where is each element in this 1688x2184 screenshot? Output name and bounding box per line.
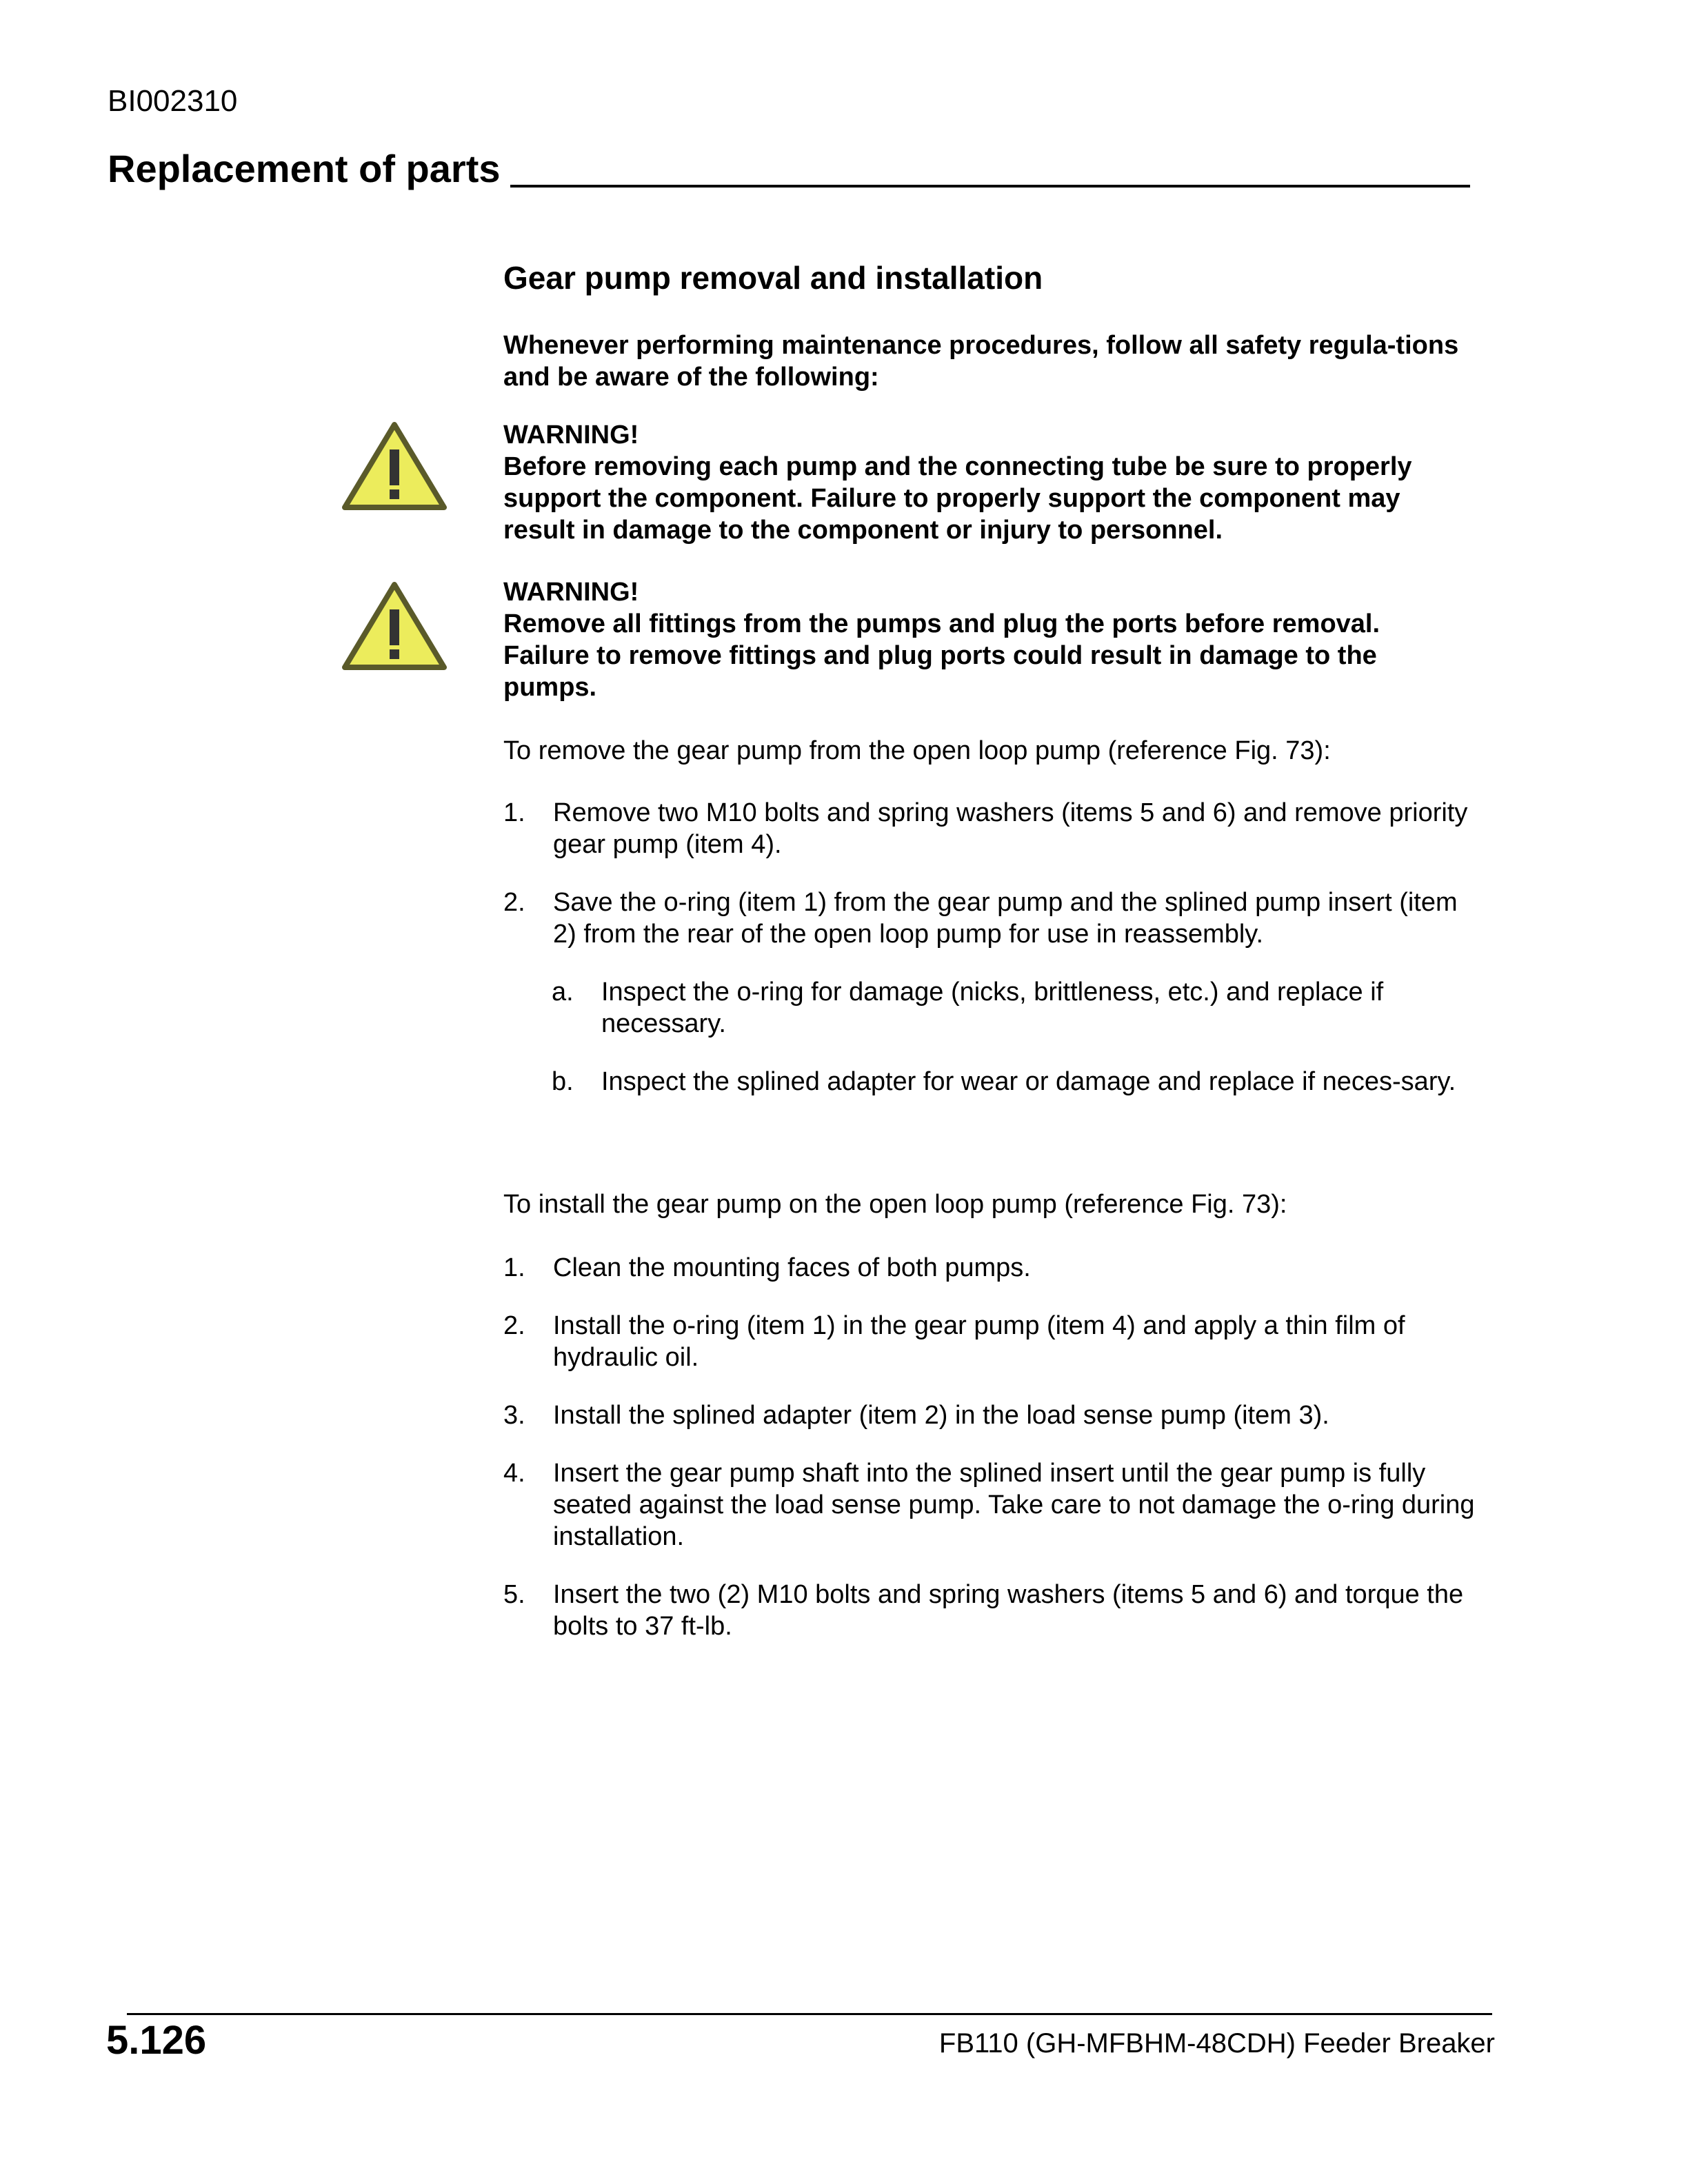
document-id: BI002310 bbox=[108, 84, 238, 118]
substep-letter: a. bbox=[552, 978, 574, 1007]
procedure-heading: Gear pump removal and installation bbox=[503, 260, 1043, 296]
section-title: Replacement of parts bbox=[108, 147, 501, 190]
step-number: 3. bbox=[503, 1401, 525, 1430]
warning-text: Remove all fittings from the pumps and plug the ports before removal. Failure to remove fittings and plug ports could result in damage to the pumps. bbox=[503, 609, 1380, 702]
warning-triangle-icon bbox=[341, 580, 448, 673]
substep-text: Inspect the splined adapter for wear or damage and replace if neces-sary. bbox=[601, 1067, 1456, 1096]
step-text: Install the o-ring (item 1) in the gear pump (item 4) and apply a thin film of hydraulic oil. bbox=[553, 1311, 1405, 1372]
warning-triangle-icon bbox=[341, 421, 448, 513]
step-text: Insert the gear pump shaft into the splined insert until the gear pump is fully seated against the load sense pump. Take care to not damage the o-ring during installation. bbox=[553, 1459, 1475, 1551]
page-number: 5.126 bbox=[106, 2018, 207, 2063]
step-number: 4. bbox=[503, 1459, 525, 1488]
substep-letter: b. bbox=[552, 1067, 574, 1096]
safety-intro: Whenever performing maintenance procedures, follow all safety regula-tions and be aware of the following: bbox=[503, 331, 1459, 392]
substep-text: Inspect the o-ring for damage (nicks, brittleness, etc.) and replace if necessary. bbox=[601, 978, 1384, 1038]
footer-document-title: FB110 (GH-MFBHM-48CDH) Feeder Breaker bbox=[938, 2028, 1495, 2059]
step-text: Remove two M10 bolts and spring washers (items 5 and 6) and remove priority gear pump (item 4). bbox=[553, 798, 1468, 859]
warning-block-2 bbox=[503, 576, 1469, 703]
title-underline bbox=[510, 185, 1470, 188]
footer-rule bbox=[127, 2013, 1492, 2015]
warning-title: WARNING! bbox=[503, 421, 639, 449]
warning-title: WARNING! bbox=[503, 578, 639, 607]
warning-text: Before removing each pump and the connecting tube be sure to properly support the component. Failure to properly support the component may result in damage to the component or injury to personnel. bbox=[503, 452, 1412, 545]
removal-intro: To remove the gear pump from the open loop pump (reference Fig. 73): bbox=[503, 736, 1331, 765]
warning-block-1 bbox=[503, 419, 1469, 546]
step-number: 2. bbox=[503, 1311, 525, 1340]
step-text: Clean the mounting faces of both pumps. bbox=[553, 1253, 1031, 1282]
step-text: Install the splined adapter (item 2) in the load sense pump (item 3). bbox=[553, 1401, 1329, 1430]
step-number: 1. bbox=[503, 798, 525, 827]
step-number: 1. bbox=[503, 1253, 525, 1282]
step-number: 5. bbox=[503, 1580, 525, 1609]
step-text: Save the o-ring (item 1) from the gear pump and the splined pump insert (item 2) from the rear of the open loop pump for use in reassembly. bbox=[553, 888, 1458, 949]
step-number: 2. bbox=[503, 888, 525, 917]
install-intro: To install the gear pump on the open loop pump (reference Fig. 73): bbox=[503, 1190, 1287, 1219]
step-text: Insert the two (2) M10 bolts and spring washers (items 5 and 6) and torque the bolts to 37 ft-lb. bbox=[553, 1580, 1464, 1641]
